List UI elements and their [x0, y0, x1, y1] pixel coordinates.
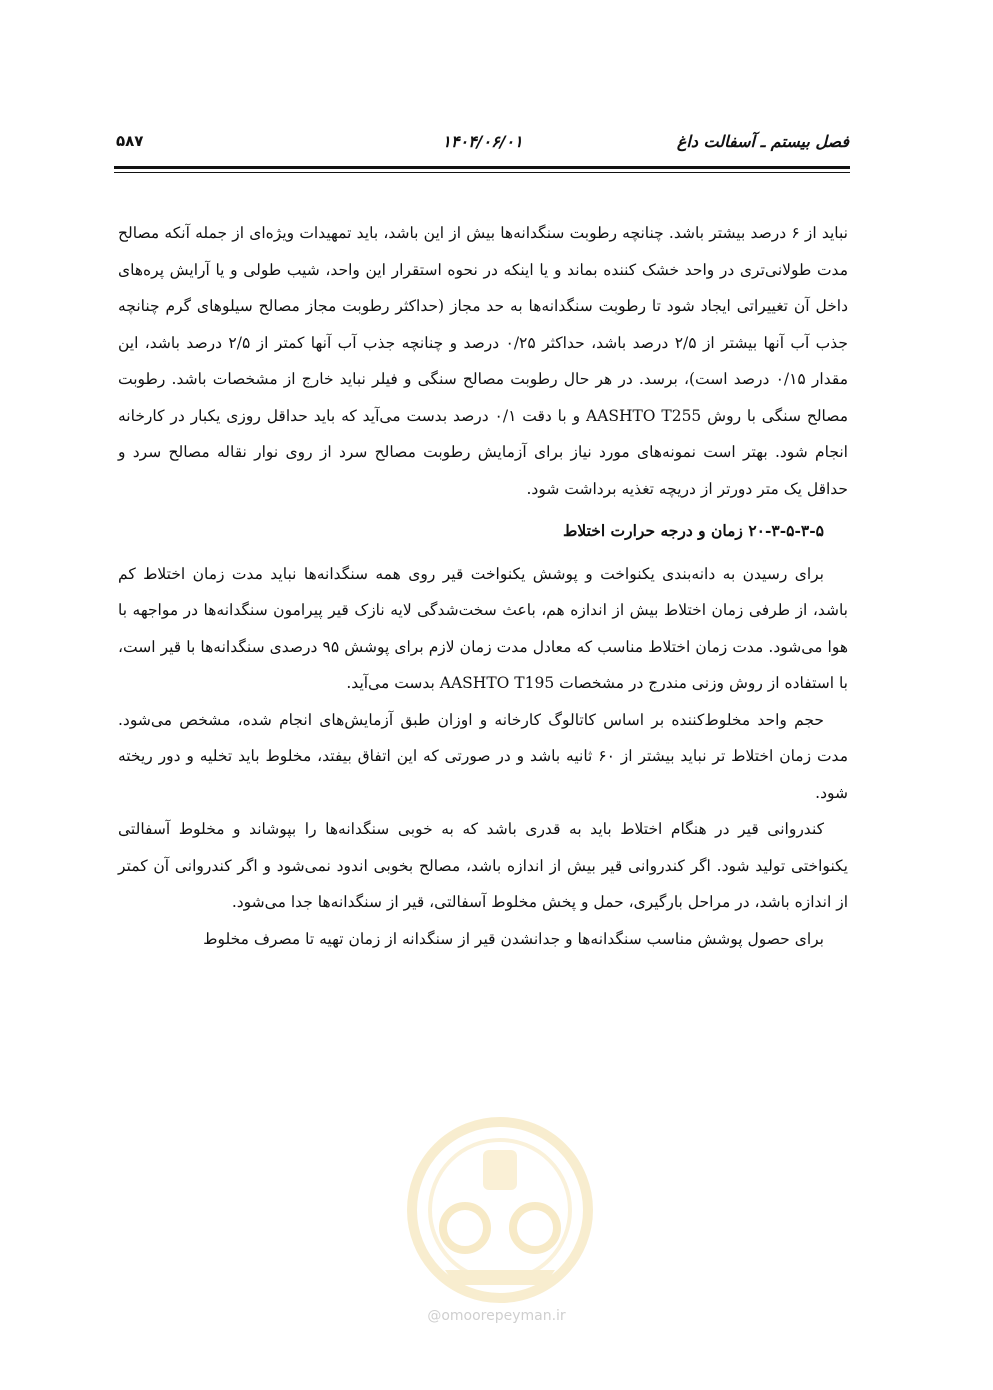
chapter-title: فصل بیستم ـ آسفالت داغ: [676, 132, 849, 151]
watermark-text: @omoorepeyman.ir: [427, 1308, 566, 1324]
page-number: ۵۸۷: [116, 132, 144, 150]
page-body: [118, 215, 848, 957]
section-heading: ۲۰-۳-۵-۳-۵ زمان و درجه حرارت اختلاط: [563, 521, 824, 540]
watermark-logo-icon: [395, 1110, 605, 1310]
paragraph-mixer-volume: حجم واحد مخلوط‌کننده بر اساس کاتالوگ کارخانه و اوزان طبق آزمایش‌های انجام شده، مشخص می‌شود. مدت زمان اختلاط تر نباید بیشتر از ۶۰ ثانیه باشد و در صورتی که این اتفاق بیفتد، مخلوط باید تخلیه و دور ریخته شود.: [118, 710, 848, 802]
paragraph-coating: برای حصول پوشش مناسب سنگدانه‌ها و جدانشدن قیر از سنگدانه از زمان تهیه تا مصرف مخلوط: [203, 929, 824, 948]
paragraph-mixing-time: برای رسیدن به دانه‌بندی یکنواخت و پوشش یکنواخت قیر روی همه سنگدانه‌ها نباید مدت زمان اختلاط کم باشد، از طرفی زمان اختلاط بیش از اندازه هم، باعث سخت‌شدگی لایه نازک قیر پیرامون سنگدانه‌ها در مواجهه با هوا می‌شود. مدت زمان اختلاط مناسب که معادل مدت زمان لازم برای پوشش ۹۵ درصدی سنگدانه‌ها با قیر است، با استفاده از روش وزنی مندرج در مشخصات AASHTO T195 بدست می‌آید.: [118, 564, 849, 692]
header-rule-thick: [114, 166, 850, 169]
header-rule-thin: [114, 172, 850, 173]
paragraph-moisture: نباید از ۶ درصد بیشتر باشد. چنانچه رطوبت سنگدانه‌ها بیش از این باشد، باید تمهیدات ویژه‌ای از جمله آنکه مصالح مدت طولانی‌تری در واحد خشک کننده بماند و یا اینکه در نحوه استقرار این واحد، شیب طولی و یا آرایش پره‌های داخل آن تغییراتی ایجاد شود تا رطوبت سنگدانه‌ها به حد مجاز (حداکثر رطوبت مجاز مصالح سیلوهای گرم چنانچه جذب آب آنها بیشتر از ۲/۵ درصد باشد، حداکثر ۰/۲۵ درصد و چنانچه جذب آب آنها کمتر از ۲/۵ درصد باشد، این مقدار ۰/۱۵ درصد است)، برسد. در هر حال رطوبت مصالح سنگی و فیلر نباید خارج از مشخصات باشد. رطوبت مصالح سنگی با روش AASHTO T255 و با دقت ۰/۱ درصد بدست می‌آید که باید حداقل روزی یکبار در کارخانه انجام شود. بهتر است نمونه‌های مورد نیاز برای آزمایش رطوبت مصالح سرد از روی نوار نقاله مصالح سرد و حداقل یک متر دورتر از دریچه تغذیه برداشت شود.: [118, 224, 849, 498]
page-header: [116, 128, 849, 158]
header-date: ۱۴۰۴/۰۶/۰۱: [442, 132, 523, 151]
paragraph-viscosity: کندروانی قیر در هنگام اختلاط باید به قدری باشد که به خوبی سنگدانه‌ها را بپوشاند و مخلوط آسفالتی یکنواختی تولید شود. اگر کندروانی قیر بیش از اندازه باشد، مصالح بخوبی اندود نمی‌شود و اگر کندروانی آن کمتر از اندازه باشد، در مراحل بارگیری، حمل و پخش مخلوط آسفالتی، قیر از سنگدانه‌ها جدا می‌شود.: [118, 820, 848, 911]
